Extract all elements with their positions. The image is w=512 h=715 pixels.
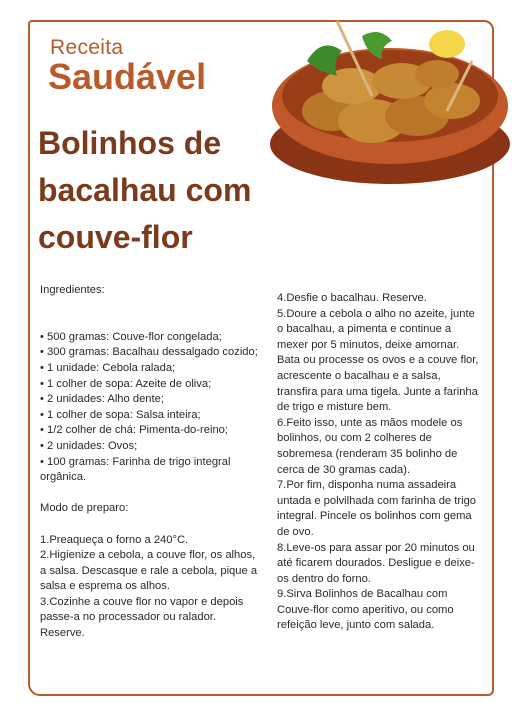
method-step: 5.Doure a cebola o alho no azeite, junte o bacalhau, a pimenta e continue a mexer por 5 minutos, deixe amornar. Bata ou processe os ovos e a couve flor, acrescente o bacalhau e a salsa, transfira para uma tigela. Junte a farinha de trigo e misture bem.	[277, 307, 479, 414]
method-step: 6.Feito isso, unte as mãos modele os bolinhos, ou com 2 colheres de sobremesa (renderam 35 bolinho de cerca de 30 gramas cada).	[277, 416, 463, 476]
method-step: 3.Cozinhe a couve flor no vapor e depois passe-a no processador ou ralador. Reserve.	[40, 595, 244, 640]
ingredients-list	[40, 330, 262, 486]
method-step: 2.Higienize a cebola, a couve flor, os alhos, a salsa. Descasque e rale a cebola, pique a salsa e esprema os alhos.	[40, 549, 258, 593]
brand-receita: Receita	[50, 36, 124, 59]
method-step: 9.Sirva Bolinhos de Bacalhau com Couve-flor como aperitivo, ou como refeição leve, junto com salada.	[277, 588, 454, 632]
ingredient-item: • 1 colher de sopa: Salsa inteira;	[40, 408, 201, 421]
ingredient-item: • 300 gramas: Bacalhau dessalgado cozido;	[40, 346, 258, 359]
method-step: 7.Por fim, disponha numa assadeira untada e polvilhada com farinha de trigo integral. Pincele os bolinhos com gema de ovo.	[277, 479, 477, 538]
ingredient-item: • 500 gramas: Couve-flor congelada;	[40, 330, 222, 343]
method-step: 4.Desfie o bacalhau. Reserve.	[277, 292, 427, 304]
brand-saudavel: Saudável	[48, 56, 207, 97]
method-steps-left	[40, 533, 262, 642]
method-heading: Modo de preparo:	[40, 502, 129, 515]
ingredient-item: • 2 unidades: Ovos;	[40, 439, 138, 452]
right-column	[277, 291, 482, 634]
method-step: 1.Preaqueça o forno a 240°C.	[40, 533, 189, 546]
method-step: 8.Leve-os para assar por 20 minutos ou até ficarem dourados. Desligue e deixe-os dentro do forno.	[277, 541, 475, 585]
recipe-title: Bolinhos de bacalhau com couve-flor	[38, 125, 252, 255]
ingredients-heading: Ingredientes:	[40, 284, 105, 296]
ingredient-item: • 2 unidades: Alho dente;	[40, 393, 164, 406]
ingredient-item: • 100 gramas: Farinha de trigo integral orgânica.	[40, 455, 231, 484]
ingredient-item: • 1/2 colher de chá: Pimenta-do-reino;	[40, 424, 228, 437]
ingredient-item: • 1 unidade: Cebola ralada;	[40, 361, 176, 374]
left-column	[40, 283, 262, 642]
method-steps-right	[277, 291, 482, 634]
ingredient-item: • 1 colher de sopa: Azeite de oliva;	[40, 377, 212, 390]
